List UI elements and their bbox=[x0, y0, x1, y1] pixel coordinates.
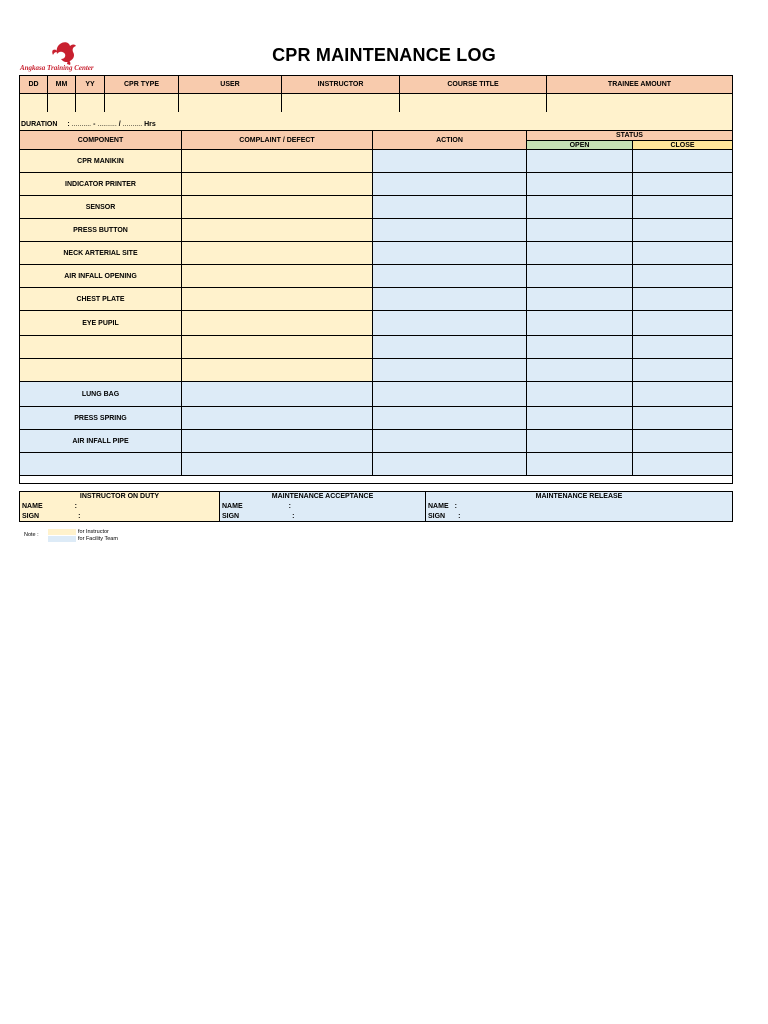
input-course-title[interactable] bbox=[400, 94, 547, 113]
open-cell[interactable] bbox=[527, 407, 633, 430]
input-instructor[interactable] bbox=[282, 94, 400, 113]
complaint-cell[interactable] bbox=[182, 196, 373, 219]
component-row bbox=[20, 265, 733, 288]
component-name bbox=[20, 359, 182, 382]
col-dd: DD bbox=[20, 76, 48, 94]
close-cell[interactable] bbox=[633, 265, 733, 288]
note-facility: for Facility Team bbox=[78, 536, 118, 542]
action-cell[interactable] bbox=[373, 407, 527, 430]
col-instructor: INSTRUCTOR bbox=[282, 76, 400, 94]
close-cell[interactable] bbox=[633, 173, 733, 196]
open-cell[interactable] bbox=[527, 382, 633, 407]
close-cell[interactable] bbox=[633, 196, 733, 219]
component-name: AIR INFALL PIPE bbox=[20, 430, 182, 453]
header-table bbox=[19, 75, 733, 113]
input-trainee-amount[interactable] bbox=[547, 94, 733, 113]
header-component: COMPONENT bbox=[20, 131, 182, 150]
open-cell[interactable] bbox=[527, 430, 633, 453]
component-row bbox=[20, 219, 733, 242]
component-name: PRESS BUTTON bbox=[20, 219, 182, 242]
signoff-acceptance-title: MAINTENANCE ACCEPTANCE bbox=[220, 492, 426, 502]
component-name bbox=[20, 453, 182, 476]
open-cell[interactable] bbox=[527, 336, 633, 359]
component-row bbox=[20, 242, 733, 265]
complaint-cell[interactable] bbox=[182, 150, 373, 173]
input-cpr-type[interactable] bbox=[105, 94, 179, 113]
signoff-release-title: MAINTENANCE RELEASE bbox=[426, 492, 733, 502]
close-cell[interactable] bbox=[633, 242, 733, 265]
open-cell[interactable] bbox=[527, 173, 633, 196]
open-cell[interactable] bbox=[527, 150, 633, 173]
component-name: NECK ARTERIAL SITE bbox=[20, 242, 182, 265]
header-open: OPEN bbox=[527, 141, 633, 150]
input-yy[interactable] bbox=[76, 94, 105, 113]
close-cell[interactable] bbox=[633, 382, 733, 407]
complaint-cell[interactable] bbox=[182, 265, 373, 288]
header-close: CLOSE bbox=[633, 141, 733, 150]
action-cell[interactable] bbox=[373, 219, 527, 242]
col-course-title: COURSE TITLE bbox=[400, 76, 547, 94]
component-name: CPR MANIKIN bbox=[20, 150, 182, 173]
complaint-cell[interactable] bbox=[182, 336, 373, 359]
open-cell[interactable] bbox=[527, 219, 633, 242]
spacer-cell bbox=[20, 476, 733, 484]
component-name: SENSOR bbox=[20, 196, 182, 219]
signoff-duty-title: INSTRUCTOR ON DUTY bbox=[20, 492, 220, 502]
component-row bbox=[20, 453, 733, 476]
action-cell[interactable] bbox=[373, 242, 527, 265]
close-cell[interactable] bbox=[633, 288, 733, 311]
complaint-cell[interactable] bbox=[182, 382, 373, 407]
component-row bbox=[20, 359, 733, 382]
component-name: INDICATOR PRINTER bbox=[20, 173, 182, 196]
component-name: LUNG BAG bbox=[20, 382, 182, 407]
component-row bbox=[20, 288, 733, 311]
org-name: Angkasa Training Center bbox=[20, 64, 94, 72]
complaint-cell[interactable] bbox=[182, 430, 373, 453]
complaint-cell[interactable] bbox=[182, 311, 373, 336]
component-name: CHEST PLATE bbox=[20, 288, 182, 311]
action-cell[interactable] bbox=[373, 382, 527, 407]
open-cell[interactable] bbox=[527, 265, 633, 288]
component-row bbox=[20, 150, 733, 173]
component-table bbox=[19, 130, 733, 484]
action-cell[interactable] bbox=[373, 288, 527, 311]
duration-unit: Hrs bbox=[144, 121, 156, 128]
action-cell[interactable] bbox=[373, 359, 527, 382]
component-row bbox=[20, 407, 733, 430]
input-mm[interactable] bbox=[48, 94, 76, 113]
component-name bbox=[20, 336, 182, 359]
acceptance-sign-label: SIGN bbox=[222, 512, 240, 520]
close-cell[interactable] bbox=[633, 150, 733, 173]
release-name-label: NAME bbox=[428, 503, 449, 510]
component-row bbox=[20, 196, 733, 219]
complaint-cell[interactable] bbox=[182, 453, 373, 476]
action-cell[interactable] bbox=[373, 311, 527, 336]
action-cell[interactable] bbox=[373, 196, 527, 219]
input-user[interactable] bbox=[179, 94, 282, 113]
header-complaint: COMPLAINT / DEFECT bbox=[182, 131, 373, 150]
complaint-cell[interactable] bbox=[182, 288, 373, 311]
col-cpr-type: CPR TYPE bbox=[105, 76, 179, 94]
col-mm: MM bbox=[48, 76, 76, 94]
duration-line: DURATION : .......... - .......... / .......... Hrs bbox=[21, 121, 156, 128]
duty-name-label: NAME bbox=[22, 503, 43, 510]
close-cell[interactable] bbox=[633, 359, 733, 382]
acceptance-name-label: NAME bbox=[222, 503, 243, 510]
complaint-cell[interactable] bbox=[182, 242, 373, 265]
action-cell[interactable] bbox=[373, 265, 527, 288]
component-name: EYE PUPIL bbox=[20, 311, 182, 336]
action-cell[interactable] bbox=[373, 336, 527, 359]
note-label: Note : bbox=[24, 532, 39, 538]
open-cell[interactable] bbox=[527, 311, 633, 336]
col-trainee-amount: TRAINEE AMOUNT bbox=[547, 76, 733, 94]
component-row bbox=[20, 311, 733, 336]
action-cell[interactable] bbox=[373, 150, 527, 173]
action-cell[interactable] bbox=[373, 173, 527, 196]
note-instructor: for Instructor bbox=[78, 529, 109, 535]
duration-label: DURATION bbox=[21, 121, 58, 128]
header-status: STATUS bbox=[527, 131, 733, 141]
close-cell[interactable] bbox=[633, 407, 733, 430]
close-cell[interactable] bbox=[633, 219, 733, 242]
component-row bbox=[20, 382, 733, 407]
header-action: ACTION bbox=[373, 131, 527, 150]
open-cell[interactable] bbox=[527, 288, 633, 311]
open-cell[interactable] bbox=[527, 242, 633, 265]
action-cell[interactable] bbox=[373, 430, 527, 453]
instructor-swatch bbox=[48, 529, 76, 535]
complaint-cell[interactable] bbox=[182, 219, 373, 242]
open-cell[interactable] bbox=[527, 196, 633, 219]
page-title: CPR MAINTENANCE LOG bbox=[272, 45, 496, 65]
facility-swatch bbox=[48, 536, 76, 542]
close-cell[interactable] bbox=[633, 430, 733, 453]
open-cell[interactable] bbox=[527, 453, 633, 476]
component-name: AIR INFALL OPENING bbox=[20, 265, 182, 288]
input-dd[interactable] bbox=[20, 94, 48, 113]
complaint-cell[interactable] bbox=[182, 359, 373, 382]
component-row bbox=[20, 430, 733, 453]
spacer-row bbox=[20, 476, 733, 484]
open-cell[interactable] bbox=[527, 359, 633, 382]
close-cell[interactable] bbox=[633, 336, 733, 359]
complaint-cell[interactable] bbox=[182, 407, 373, 430]
action-cell[interactable] bbox=[373, 453, 527, 476]
col-user: USER bbox=[179, 76, 282, 94]
duty-sign-label: SIGN bbox=[22, 512, 40, 520]
signoff-table: INSTRUCTOR ON DUTY MAINTENANCE ACCEPTANCE MAINTENANCE RELEASE NAME : NAME : NAME : SIGN : SIGN : SIGN : bbox=[19, 491, 733, 522]
component-row bbox=[20, 173, 733, 196]
close-cell[interactable] bbox=[633, 311, 733, 336]
complaint-cell[interactable] bbox=[182, 173, 373, 196]
component-row bbox=[20, 336, 733, 359]
col-yy: YY bbox=[76, 76, 105, 94]
release-sign-label: SIGN bbox=[428, 512, 446, 520]
close-cell[interactable] bbox=[633, 453, 733, 476]
component-name: PRESS SPRING bbox=[20, 407, 182, 430]
